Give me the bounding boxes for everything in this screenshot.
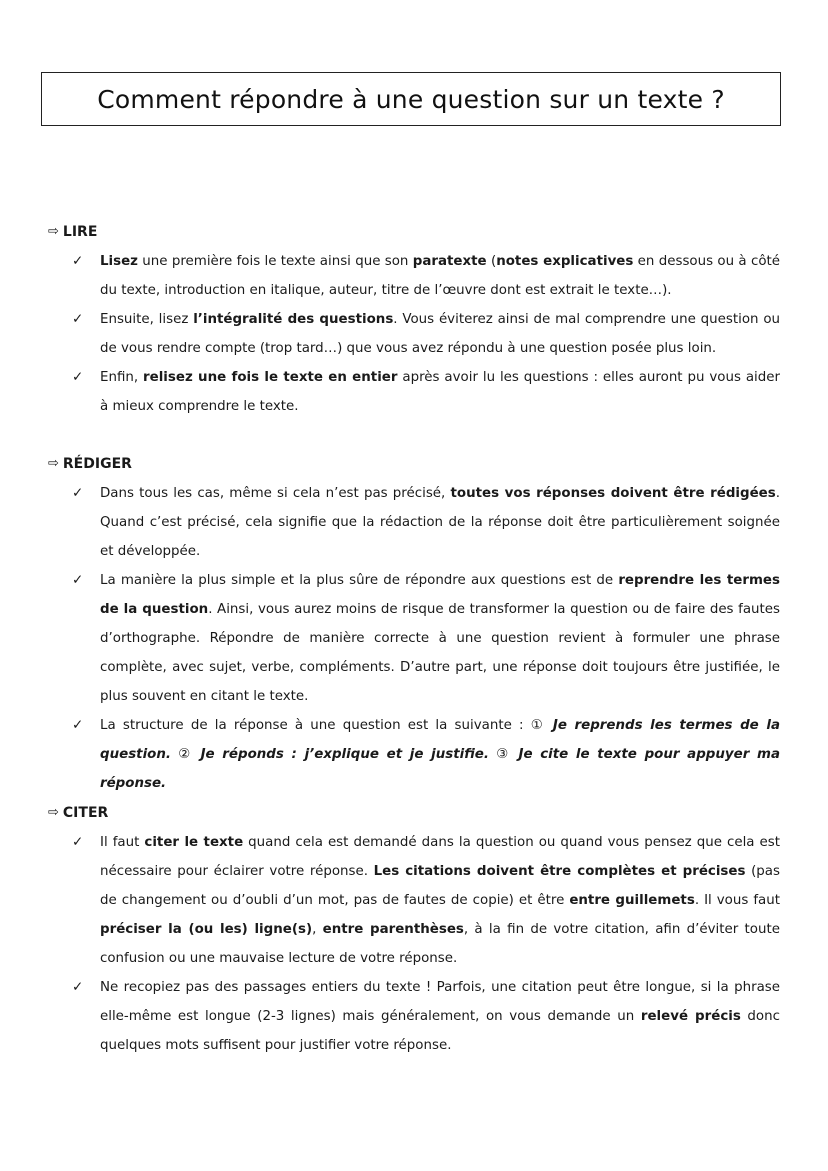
text-run: Enfin,	[100, 370, 144, 385]
bullet-item	[48, 711, 780, 798]
bullet-text	[100, 363, 780, 421]
text-run: après avoir lu les questions : elles auront pu vous aider à mieux comprendre le texte.	[100, 370, 780, 414]
arrow-icon: ⇨	[48, 805, 59, 820]
emphasis-text: entre parenthèses	[322, 922, 464, 937]
section-heading-label: LIRE	[62, 224, 98, 240]
bullet-list	[48, 479, 780, 798]
emphasis-text: Les citations doivent être complètes et précises	[373, 864, 746, 879]
emphasis-text: relisez une fois le texte en entier	[143, 370, 398, 385]
bullet-list	[48, 828, 780, 1060]
text-run: Ensuite, lisez	[100, 312, 194, 327]
bullet-text	[100, 711, 780, 798]
checkmark-icon: ✓	[72, 369, 84, 385]
checkmark-icon: ✓	[72, 253, 84, 269]
text-run: La structure de la réponse à une question est la suivante : ①	[100, 718, 553, 733]
checkmark-icon: ✓	[72, 485, 84, 501]
emphasis-text: Je reprends les termes de la question.	[100, 718, 780, 762]
bullet-item	[48, 973, 780, 1060]
arrow-icon: ⇨	[48, 224, 59, 239]
text-run: . Il vous faut	[694, 893, 780, 908]
emphasis-text: préciser la (ou les) ligne(s)	[100, 922, 313, 937]
bullet-item	[48, 566, 780, 711]
page-title: Comment répondre à une question sur un texte ?	[97, 84, 725, 114]
bullet-item	[48, 363, 780, 421]
text-run: ,	[312, 922, 323, 937]
emphasis-text: paratexte	[412, 254, 487, 269]
checkmark-icon: ✓	[72, 979, 84, 995]
checkmark-icon: ✓	[72, 311, 84, 327]
checkmark-icon: ✓	[72, 572, 84, 588]
text-run: en dessous ou à côté du texte, introduction en italique, auteur, titre de l’œuvre dont est extrait le texte…).	[100, 254, 780, 298]
section-rediger	[48, 453, 780, 798]
emphasis-text: entre guillemets	[569, 893, 695, 908]
arrow-icon: ⇨	[48, 456, 59, 471]
section-heading	[48, 802, 780, 824]
bullet-list	[48, 247, 780, 421]
text-run: ③	[488, 747, 519, 762]
text-run: . Vous éviterez ainsi de mal comprendre une question ou de vous rendre compte (trop tard…) que vous avez répondu à une question posée plus loin.	[100, 312, 780, 356]
section-lire	[48, 221, 780, 421]
bullet-text	[100, 973, 780, 1060]
emphasis-text: relevé précis	[640, 1009, 741, 1024]
text-run: une première fois le texte ainsi que son	[137, 254, 413, 269]
bullet-item	[48, 479, 780, 566]
text-run: donc quelques mots suffisent pour justifier votre réponse.	[100, 1009, 780, 1053]
bullet-item	[48, 247, 780, 305]
text-run: (pas de changement ou d’oubli d’un mot, pas de fautes de copie) et être	[100, 864, 780, 908]
text-run: Il faut	[100, 835, 145, 850]
bullet-text	[100, 828, 780, 973]
emphasis-text: Lisez	[100, 254, 138, 269]
emphasis-text: l’intégralité des questions	[193, 312, 394, 327]
text-run: Dans tous les cas, même si cela n’est pas précisé,	[100, 486, 451, 501]
emphasis-text: Je cite le texte pour appuyer ma réponse.	[100, 747, 780, 791]
emphasis-text: reprendre les termes de la question	[100, 573, 780, 617]
text-run: . Quand c’est précisé, cela signifie que la rédaction de la réponse doit être particulièrement soignée et développée.	[100, 486, 780, 559]
text-run: (	[486, 254, 497, 269]
section-heading-label: RÉDIGER	[62, 456, 132, 472]
section-heading	[48, 453, 780, 475]
bullet-text	[100, 479, 780, 566]
text-run: quand cela est demandé dans la question ou quand vous pensez que cela est nécessaire pour éclairer votre réponse.	[100, 835, 781, 879]
text-run: . Ainsi, vous aurez moins de risque de transformer la question ou de faire des fautes d’orthographe. Répondre de manière correcte à une question revient à formuler une phrase complète, avec sujet, verbe, compléments. D’autre part, une réponse doit toujours être justifiée, le plus souvent en citant le texte.	[100, 602, 780, 704]
section-heading-label: CITER	[62, 805, 109, 821]
emphasis-text: citer le texte	[144, 835, 244, 850]
section-citer	[48, 802, 780, 1060]
title-box	[41, 72, 781, 126]
emphasis-text: notes explicatives	[496, 254, 634, 269]
bullet-item	[48, 828, 780, 973]
bullet-item	[48, 305, 780, 363]
emphasis-text: toutes vos réponses doivent être rédigées	[450, 486, 776, 501]
emphasis-text: Je réponds : j’explique et je justifie.	[200, 747, 489, 762]
bullet-text	[100, 566, 780, 711]
text-run: , à la fin de votre citation, afin d’éviter toute confusion ou une mauvaise lecture de votre réponse.	[100, 922, 780, 966]
bullet-text	[100, 247, 780, 305]
checkmark-icon: ✓	[72, 834, 84, 850]
text-run: Ne recopiez pas des passages entiers du texte ! Parfois, une citation peut être longue, si la phrase elle-même est longue (2-3 lignes) mais généralement, on vous demande un	[100, 980, 780, 1024]
text-run: La manière la plus simple et la plus sûre de répondre aux questions est de	[100, 573, 619, 588]
text-run: ②	[170, 747, 201, 762]
checkmark-icon: ✓	[72, 717, 84, 733]
section-heading	[48, 221, 780, 243]
bullet-text	[100, 305, 780, 363]
